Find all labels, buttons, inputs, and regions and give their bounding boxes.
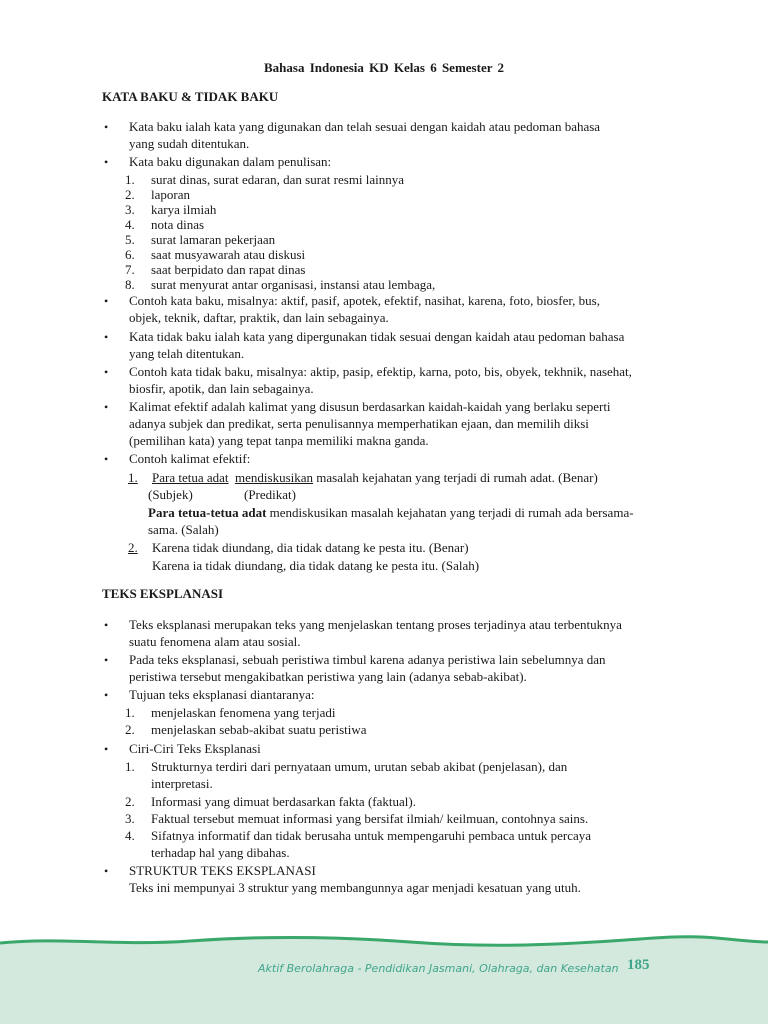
paragraph-line: Kata baku digunakan dalam penulisan: xyxy=(129,154,332,169)
paragraph-line: peristiwa tersebut mengakibatkan peristiwa yang lain (adanya sebab-akibat). xyxy=(129,669,527,684)
list-item: saat musyawarah atau diskusi xyxy=(151,247,306,262)
page-title: Bahasa Indonesia KD Kelas 6 Semester 2 xyxy=(264,60,504,75)
list-item: Sifatnya informatif dan tidak berusaha untuk mempengaruhi pembaca untuk percaya xyxy=(151,828,592,843)
paragraph-line: Contoh kalimat efektif: xyxy=(129,451,251,466)
bullet: • xyxy=(104,330,109,344)
paragraph-line: suatu fenomena alam atau sosial. xyxy=(129,634,301,649)
bullet: • xyxy=(104,155,109,169)
paragraph-line: (pemilihan kata) yang tepat tanpa memiliki makna ganda. xyxy=(129,433,429,448)
example-wrong-line2: sama. (Salah) xyxy=(148,522,219,537)
list-item-continuation: interpretasi. xyxy=(151,776,213,791)
list-number: 4. xyxy=(125,217,135,232)
bullet: • xyxy=(104,864,109,878)
example-rest: masalah kejahatan yang terjadi di rumah adat. (Benar) xyxy=(313,470,598,485)
footer-band-fill xyxy=(0,936,768,1024)
paragraph-line: Kalimat efektif adalah kalimat yang disusun berdasarkan kaidah-kaidah yang berlaku seperti xyxy=(129,399,611,414)
bullet: • xyxy=(104,653,109,667)
paragraph-line: objek, teknik, daftar, praktik, dan lain sebagainya. xyxy=(129,310,389,325)
paragraph-line: yang sudah ditentukan. xyxy=(129,136,250,151)
list-number: 3. xyxy=(125,202,135,217)
list-item: menjelaskan fenomena yang terjadi xyxy=(151,705,336,720)
list-item: saat berpidato dan rapat dinas xyxy=(151,262,306,277)
paragraph-line: biosfir, apotik, dan lain sebagainya. xyxy=(129,381,314,396)
list-item: surat dinas, surat edaran, dan surat resmi lainnya xyxy=(151,172,405,187)
bullet: • xyxy=(104,452,109,466)
bullet: • xyxy=(104,120,109,134)
list-item-continuation: terhadap hal yang dibahas. xyxy=(151,845,290,860)
paragraph-line: adanya subjek dan predikat, serta penulisannya memperhatikan ejaan, dan memilih diksi xyxy=(129,416,589,431)
example-number: 1. xyxy=(128,470,138,485)
footer-wave-band xyxy=(0,932,768,1024)
paragraph-line: Kata tidak baku ialah kata yang dipergunakan tidak sesuai dengan kaidah atau pedoman bahasa xyxy=(129,329,625,344)
paragraph-line: yang telah ditentukan. xyxy=(129,346,245,361)
list-number: 4. xyxy=(125,828,135,843)
bullet: • xyxy=(104,294,109,308)
example-predicate: mendiskusikan xyxy=(235,470,314,485)
example-subject: Para tetua adat xyxy=(152,470,229,485)
list-number: 1. xyxy=(125,172,135,187)
list-number: 1. xyxy=(125,705,135,720)
list-item: surat menyurat antar organisasi, instansi atau lembaga, xyxy=(151,277,436,292)
list-number: 2. xyxy=(125,722,135,737)
paragraph-line: Tujuan teks eksplanasi diantaranya: xyxy=(129,687,315,702)
list-number: 7. xyxy=(125,262,135,277)
paragraph-line: Contoh kata baku, misalnya: aktif, pasif, apotek, efektif, nasihat, karena, foto, biosfer, bus, xyxy=(129,293,600,308)
section-heading-kata-baku: KATA BAKU & TIDAK BAKU xyxy=(102,89,279,104)
list-number: 3. xyxy=(125,811,135,826)
paragraph-line: Teks eksplanasi merupakan teks yang menjelaskan tentang proses terjadinya atau terbentuknya xyxy=(129,617,622,632)
example-wrong-rest: mendiskusikan masalah kejahatan yang terjadi di rumah ada bersama- xyxy=(266,505,634,520)
bullet: • xyxy=(104,400,109,414)
predicate-label: (Predikat) xyxy=(244,487,296,502)
subject-label: (Subjek) xyxy=(148,487,193,502)
list-item: karya ilmiah xyxy=(151,202,217,217)
example-sentence xyxy=(152,469,672,486)
list-item: laporan xyxy=(151,187,190,202)
example-wrong-sentence xyxy=(148,504,678,521)
example-sentence: Karena tidak diundang, dia tidak datang ke pesta itu. (Benar) xyxy=(152,540,469,555)
paragraph-line: Kata baku ialah kata yang digunakan dan telah sesuai dengan kaidah atau pedoman bahasa xyxy=(129,119,601,134)
list-item: Strukturnya terdiri dari pernyataan umum, urutan sebab akibat (penjelasan), dan xyxy=(151,759,568,774)
list-number: 5. xyxy=(125,232,135,247)
paragraph-line: Contoh kata tidak baku, misalnya: aktip, pasip, efektip, karna, poto, bis, obyek, tekhnik, nasehat, xyxy=(129,364,632,379)
list-item: Informasi yang dimuat berdasarkan fakta (faktual). xyxy=(151,794,416,809)
list-number: 2. xyxy=(125,794,135,809)
bullet: • xyxy=(104,365,109,379)
example-wrong-sentence: Karena ia tidak diundang, dia tidak datang ke pesta itu. (Salah) xyxy=(152,558,480,573)
list-number: 1. xyxy=(125,759,135,774)
list-number: 8. xyxy=(125,277,135,292)
list-item: nota dinas xyxy=(151,217,205,232)
section-heading-teks-eksplanasi: TEKS EKSPLANASI xyxy=(102,586,224,601)
bullet: • xyxy=(104,742,109,756)
list-item: menjelaskan sebab-akibat suatu peristiwa xyxy=(151,722,367,737)
list-number: 2. xyxy=(125,187,135,202)
bullet: • xyxy=(104,688,109,702)
paragraph-line: Teks ini mempunyai 3 struktur yang membangunnya agar menjadi kesatuan yang utuh. xyxy=(129,880,581,895)
list-number: 6. xyxy=(125,247,135,262)
example-number: 2. xyxy=(128,540,138,555)
page-number: 185 xyxy=(627,957,650,973)
example-wrong-subject: Para tetua-tetua adat xyxy=(148,505,267,520)
list-item: surat lamaran pekerjaan xyxy=(151,232,276,247)
paragraph-line: STRUKTUR TEKS EKSPLANASI xyxy=(129,863,316,878)
list-item: Faktual tersebut memuat informasi yang bersifat ilmiah/ keilmuan, contohnya sains. xyxy=(151,811,589,826)
paragraph-line: Ciri-Ciri Teks Eksplanasi xyxy=(129,741,261,756)
footer-book-title: Aktif Berolahraga - Pendidikan Jasmani, Olahraga, dan Kesehatan xyxy=(258,962,619,975)
paragraph-line: Pada teks eksplanasi, sebuah peristiwa timbul karena adanya peristiwa lain sebelumnya dan xyxy=(129,652,606,667)
bullet: • xyxy=(104,618,109,632)
